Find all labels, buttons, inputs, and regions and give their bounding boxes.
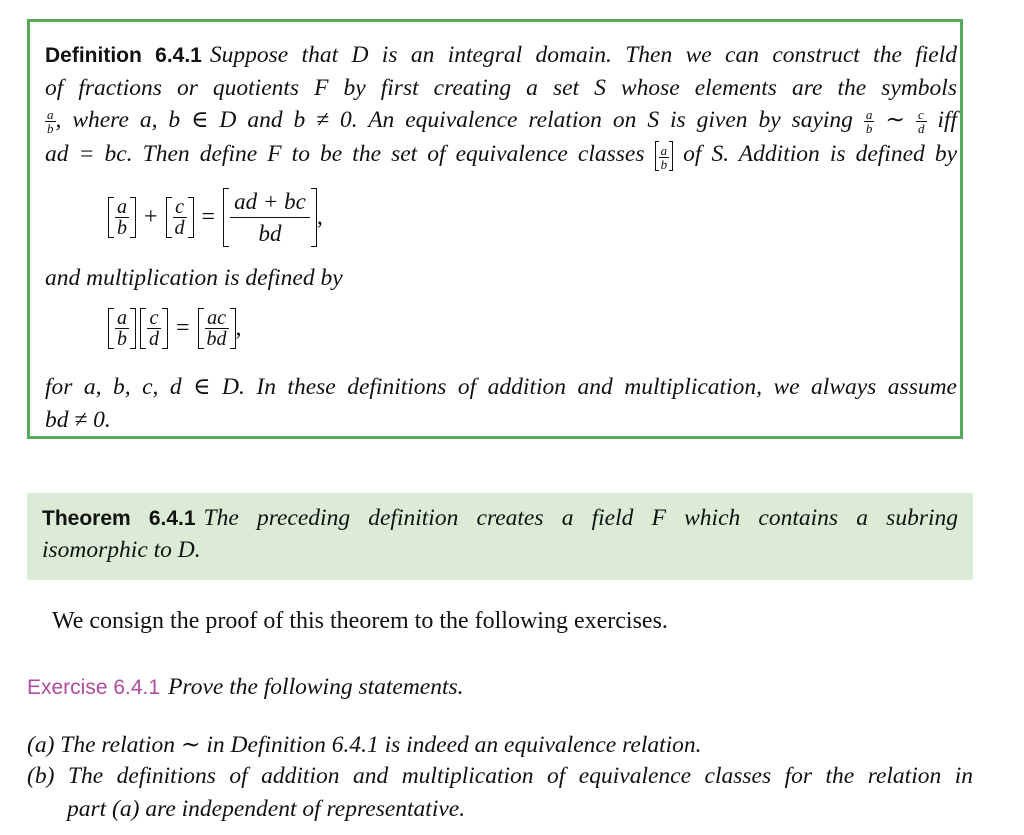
- fraction-c-over-d: $\frac{c}{d}$: [918, 107, 925, 137]
- fraction-a-over-b: $\frac{a}{b}$: [865, 107, 873, 137]
- definition-line-2: of fractions or quotients F by first creating a set S whose elements are the symbols: [45, 75, 957, 101]
- exercise-item-b-continued: part (a) are independent of representative.: [67, 796, 466, 822]
- definition-label: Definition 6.4.1: [45, 44, 202, 67]
- equivalence-class-bracket: $\frac{a}{b}$: [655, 141, 674, 171]
- theorem-box: [27, 493, 973, 580]
- definition-line-3: $\frac{a}{b}$ , where a, b ∈ D and b ≠ 0. An equivalence relation on S is given by saying $\frac{a}{b}$ ∼ $\frac{c}{d}$ iff: [47, 107, 958, 137]
- theorem-label: Theorem 6.4.1: [42, 507, 196, 530]
- addition-formula: $\frac{a}{b}$ + $\frac{c}{d}$ = $\frac{ad + bc}{bd}$ ,: [108, 188, 323, 247]
- theorem-line-1: Theorem 6.4.1 The preceding definition creates a field F which contains a subring: [42, 505, 958, 531]
- exercise-label: Exercise 6.4.1: [27, 676, 161, 699]
- multiplication-intro: and multiplication is defined by: [45, 265, 343, 291]
- fraction-a-over-b: $\frac{a}{b}$: [47, 107, 54, 137]
- theorem-line-2: isomorphic to D.: [42, 537, 201, 563]
- definition-line-4: ad = bc. Then define F to be the set of equivalence classes $\frac{a}{b}$ of S. Addition is defined by: [45, 141, 958, 172]
- exercise-item-a: (a) The relation ∼ in Definition 6.4.1 is indeed an equivalence relation.: [27, 732, 702, 758]
- definition-line-final-1: for a, b, c, d ∈ D. In these definitions of addition and multiplication, we always assume: [45, 374, 957, 400]
- definition-box: [27, 19, 963, 439]
- exercise-heading: Exercise 6.4.1 Prove the following statements.: [27, 674, 464, 700]
- definition-line-final-2: bd ≠ 0.: [45, 407, 111, 433]
- body-paragraph: We consign the proof of this theorem to the following exercises.: [52, 608, 668, 634]
- multiplication-formula: $\frac{a}{b}$ $\frac{c}{d}$ = $\frac{ac}{bd}$ ,: [108, 308, 242, 349]
- definition-line-1: Definition 6.4.1 Suppose that D is an integral domain. Then we can construct the field: [45, 42, 958, 68]
- exercise-item-b: (b) The definitions of addition and multiplication of equivalence classes for the relation in: [27, 763, 974, 789]
